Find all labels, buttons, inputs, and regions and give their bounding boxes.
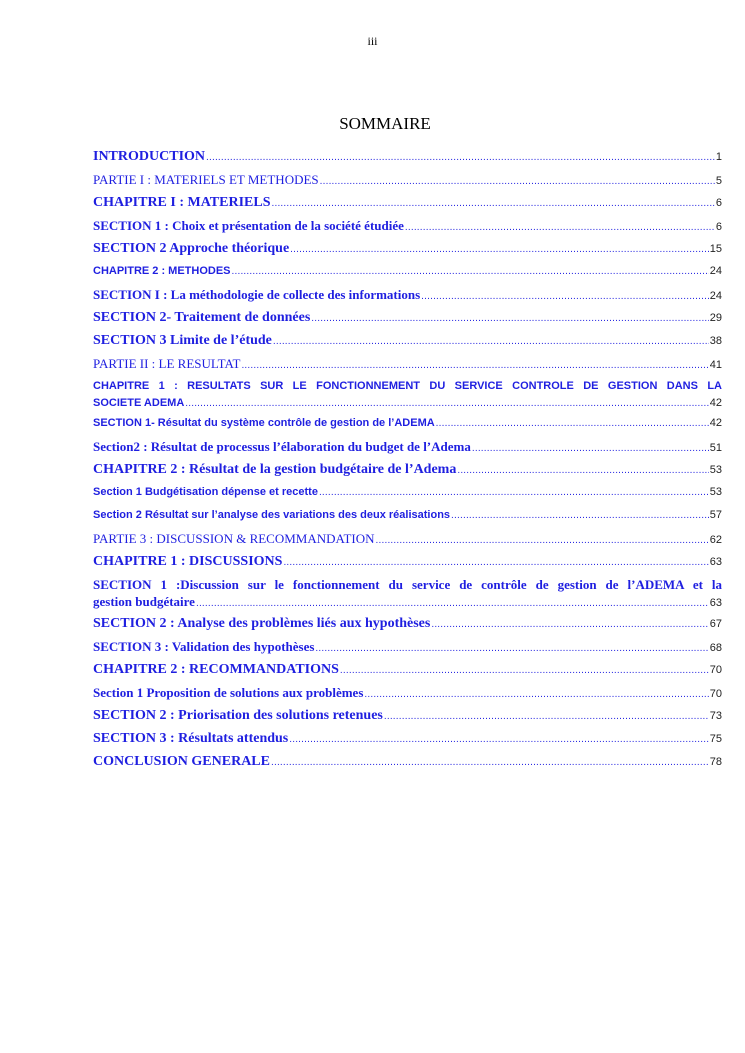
toc-entry-page: 63 <box>709 597 722 609</box>
toc-leader-dots <box>271 751 709 773</box>
toc-entry-page: 75 <box>709 733 722 745</box>
toc-entry-page: 1 <box>715 151 722 163</box>
toc-entry-label: SECTION 1- Résultat du système contrôle de gestion de l’ADEMA <box>93 417 435 429</box>
toc-entry-label-line2: SOCIETE ADEMA <box>93 397 185 409</box>
toc-leader-dots <box>290 238 709 260</box>
toc-leader-dots <box>315 637 708 658</box>
toc-entry-page: 57 <box>709 509 722 521</box>
toc-entry-page: 63 <box>709 556 722 568</box>
toc-entry-chapitre-1-resultats[interactable] <box>93 375 722 412</box>
toc-entry-label: SECTION 2 Approche théorique <box>93 241 290 256</box>
toc-entry-label: SECTION 2 : Analyse des problèmes liés aux hypothèses <box>93 616 431 631</box>
toc-leader-dots <box>196 595 709 612</box>
toc-entry-introduction[interactable] <box>93 145 722 168</box>
toc-leader-dots <box>436 412 709 435</box>
toc-entry-page: 53 <box>709 464 722 476</box>
toc-entry-page: 41 <box>709 359 722 371</box>
toc-entry-label: SECTION 1 : Choix et présentation de la société étudiée <box>93 218 404 233</box>
toc-leader-dots <box>311 307 708 329</box>
toc-leader-dots <box>457 459 708 481</box>
toc-entry-label: CHAPITRE 2 : METHODES <box>93 265 231 277</box>
toc-entry-label: SECTION 3 Limite de l’étude <box>93 333 272 348</box>
toc-entry-label: Section 1 Proposition de solutions aux problèmes <box>93 685 364 700</box>
toc-entry-label: SECTION 2- Traitement de données <box>93 310 311 325</box>
toc-entry-label: Section 2 Résultat sur l’analyse des variations des deux réalisations <box>93 509 451 521</box>
toc-entry-label: INTRODUCTION <box>93 149 206 164</box>
toc-entry-page: 53 <box>709 486 722 498</box>
toc-entry-page: 68 <box>709 642 722 654</box>
toc-entry-page: 42 <box>709 417 722 429</box>
toc-entry-page: 6 <box>715 197 722 209</box>
toc-leader-dots <box>384 705 709 727</box>
toc-leader-dots <box>185 395 708 412</box>
toc-entry-section-2-variations[interactable] <box>93 504 722 527</box>
toc-entry-label: PARTIE I : MATERIELS ET METHODES <box>93 172 319 187</box>
toc-entry-page: 51 <box>709 442 722 454</box>
toc-entry-section-2-traitement[interactable] <box>93 306 722 329</box>
toc-leader-dots <box>364 683 708 704</box>
toc-entry-label: CHAPITRE 2 : Résultat de la gestion budgétaire de l’Adema <box>93 462 457 477</box>
toc-leader-dots <box>206 146 715 168</box>
toc-leader-dots <box>283 551 708 573</box>
toc-entry-label: CONCLUSION GENERALE <box>93 754 270 769</box>
toc-entry-label-line1: SECTION 1 :Discussion sur le fonctionnement du service de contrôle de gestion de l’ADEMA et la <box>93 577 722 592</box>
toc-entry-section-2-budget[interactable] <box>93 435 722 458</box>
toc-entry-label-line2: gestion budgétaire <box>93 594 195 609</box>
toc-entry-section-1-systeme[interactable] <box>93 412 722 435</box>
toc-entry-label: CHAPITRE 1 : DISCUSSIONS <box>93 554 283 569</box>
table-of-contents <box>93 145 722 773</box>
toc-leader-dots <box>319 481 709 504</box>
toc-entry-section-2-priorisation[interactable] <box>93 704 722 727</box>
toc-entry-section-2-approche[interactable] <box>93 237 722 260</box>
toc-leader-dots <box>421 285 709 306</box>
toc-entry-partie-2[interactable] <box>93 352 722 375</box>
toc-entry-label: SECTION 3 : Résultats attendus <box>93 731 289 746</box>
toc-entry-section-1-proposition[interactable] <box>93 681 722 704</box>
toc-entry-page: 42 <box>709 397 722 409</box>
toc-entry-section-1-budgetisation[interactable] <box>93 481 722 504</box>
toc-entry-chapitre-2-recommandations[interactable] <box>93 658 722 681</box>
toc-entry-page: 78 <box>709 756 722 768</box>
toc-entry-chapitre-2-methodes[interactable] <box>93 260 722 283</box>
toc-entry-page: 62 <box>709 534 722 546</box>
toc-entry-page: 70 <box>709 688 722 700</box>
page-number: iii <box>367 34 378 48</box>
toc-leader-dots <box>472 437 709 458</box>
toc-entry-page: 67 <box>709 618 722 630</box>
toc-entry-section-2-analyse[interactable] <box>93 612 722 635</box>
toc-entry-label: PARTIE II : LE RESULTAT <box>93 356 241 371</box>
toc-entry-page: 5 <box>715 175 722 187</box>
toc-entry-page: 38 <box>709 335 722 347</box>
toc-entry-page: 6 <box>715 221 722 233</box>
toc-entry-page: 70 <box>709 664 722 676</box>
toc-leader-dots <box>320 170 715 191</box>
toc-entry-page: 24 <box>709 290 722 302</box>
toc-entry-label: CHAPITRE 2 : RECOMMANDATIONS <box>93 662 339 677</box>
toc-leader-dots <box>431 613 708 635</box>
toc-entry-label: SECTION 3 : Validation des hypothèses <box>93 639 315 654</box>
toc-entry-partie-3[interactable] <box>93 527 722 550</box>
toc-entry-page: 15 <box>709 243 722 255</box>
toc-entry-label: PARTIE 3 : DISCUSSION & RECOMMANDATION <box>93 531 375 546</box>
toc-entry-label: SECTION 2 : Priorisation des solutions retenues <box>93 708 383 723</box>
toc-leader-dots <box>272 192 715 214</box>
toc-entry-section-1-methodologie[interactable] <box>93 283 722 306</box>
toc-entry-section-3-validation[interactable] <box>93 635 722 658</box>
toc-leader-dots <box>241 354 708 375</box>
toc-entry-page: 29 <box>709 312 722 324</box>
toc-entry-page: 24 <box>709 265 722 277</box>
toc-leader-dots <box>405 216 715 237</box>
toc-entry-label: Section2 : Résultat de processus l’élaboration du budget de l’Adema <box>93 439 471 454</box>
toc-entry-label: Section 1 Budgétisation dépense et recette <box>93 486 318 498</box>
toc-entry-chapitre-1-discussions[interactable] <box>93 550 722 573</box>
toc-entry-partie-1[interactable] <box>93 168 722 191</box>
page-title: SOMMAIRE <box>339 114 431 133</box>
toc-entry-section-1-choix[interactable] <box>93 214 722 237</box>
toc-entry-section-1-discussion[interactable] <box>93 573 722 612</box>
toc-leader-dots <box>273 330 709 352</box>
toc-entry-label-line1: CHAPITRE 1 : RESULTATS SUR LE FONCTIONNEMENT DU SERVICE CONTROLE DE GESTION DANS LA <box>93 380 722 392</box>
toc-entry-label: CHAPITRE I : MATERIELS <box>93 195 271 210</box>
toc-entry-page: 73 <box>709 710 722 722</box>
toc-entry-chapitre-1-materiels[interactable] <box>93 191 722 214</box>
toc-leader-dots <box>376 529 709 550</box>
toc-entry-section-3-resultats[interactable] <box>93 727 722 750</box>
toc-entry-label: SECTION I : La méthodologie de collecte des informations <box>93 287 421 302</box>
toc-entry-conclusion[interactable] <box>93 750 722 773</box>
toc-entry-chapitre-2-gestion[interactable] <box>93 458 722 481</box>
toc-leader-dots <box>289 728 709 750</box>
toc-leader-dots <box>451 504 709 527</box>
toc-entry-section-3-limite[interactable] <box>93 329 722 352</box>
toc-leader-dots <box>232 260 709 283</box>
toc-leader-dots <box>340 659 709 681</box>
